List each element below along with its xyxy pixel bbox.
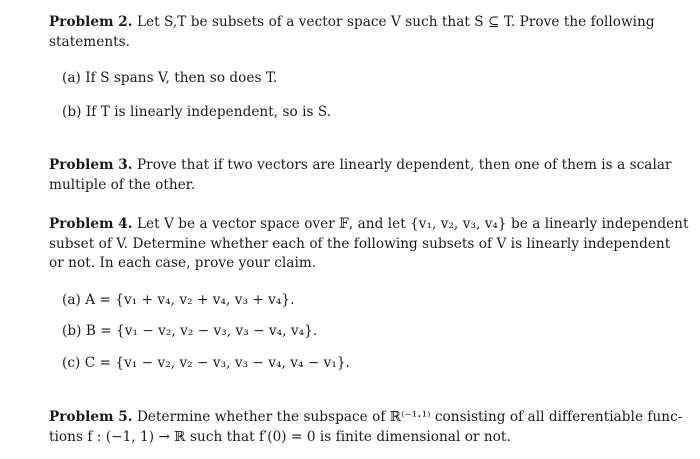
problem-2-text-2: statements. <box>49 34 131 50</box>
problem-4-line-1 <box>49 215 689 233</box>
problem-3-line-1 <box>49 156 672 174</box>
problem-2-text-1: Let S,T be subsets of a vector space V such that S ⊆ T. Prove the following <box>136 14 655 30</box>
problem-2-item-b: (b) If T is linearly independent, so is S. <box>62 104 332 120</box>
problem-4-item-b: (b) B = {v₁ − v₂, v₂ − v₃, v₃ − v₄, v₄}. <box>62 323 318 339</box>
problem-4-text-2: subset of V. Determine whether each of the following subsets of V is linearly independent <box>49 236 671 252</box>
problem-3-text-2: multiple of the other. <box>49 177 196 193</box>
problem-3-text-1: Prove that if two vectors are linearly dependent, then one of them is a scalar <box>136 157 672 173</box>
problem-5-text-2: tions f : (−1, 1) → ℝ such that f′(0) = 0 is finite dimensional or not. <box>49 429 511 445</box>
problem-4-heading: Problem 4. <box>49 216 133 232</box>
problem-4-item-c: (c) C = {v₁ − v₂, v₂ − v₃, v₃ − v₄, v₄ − v₁}. <box>62 355 350 371</box>
problem-5-heading: Problem 5. <box>49 409 133 425</box>
problem-3-heading: Problem 3. <box>49 157 133 173</box>
problem-2-heading: Problem 2. <box>49 14 133 30</box>
problem-4-item-a: (a) A = {v₁ + v₄, v₂ + v₄, v₃ + v₄}. <box>62 292 295 308</box>
problem-5-line-1 <box>49 408 682 426</box>
problem-2-line-1 <box>49 13 655 31</box>
problem-4-text-1: Let V be a vector space over 𝔽, and let {v₁, v₂, v₃, v₄} be a linearly independent <box>136 216 689 232</box>
problem-4-text-3: or not. In each case, prove your claim. <box>49 255 317 271</box>
problem-5-text-1: Determine whether the subspace of ℝ⁽⁻¹·¹⁾ consisting of all differentiable func- <box>136 409 683 425</box>
problem-2-item-a: (a) If S spans V, then so does T. <box>62 70 278 86</box>
